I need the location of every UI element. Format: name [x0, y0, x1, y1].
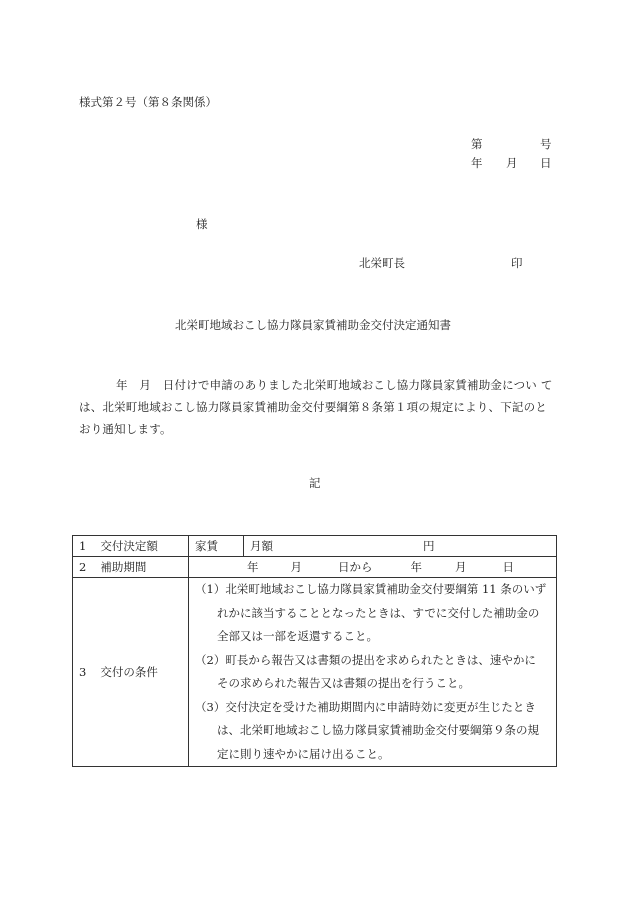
condition-3-cont: は、北栄町地域おこし協力隊員家賃補助金交付要綱第９条の規	[217, 723, 539, 737]
condition-1-cont: れかに該当することとなったときは、すでに交付した補助金の	[217, 605, 540, 620]
date-month: 月	[506, 156, 518, 170]
conditions-value-cell	[189, 578, 557, 767]
row-label: 交付決定額	[100, 539, 158, 553]
form-label: 様式第２号（第８条関係）	[79, 95, 217, 109]
date-day: 日	[540, 156, 552, 170]
condition-1-cont: 全部又は一部を返還すること。	[217, 629, 378, 643]
end-day: 日	[502, 560, 514, 574]
body-line-1: 年 月 日付けで申請のありました北栄町地域おこし協力隊員家賃補助金につい て	[116, 378, 553, 392]
row-label: 補助期間	[100, 560, 147, 574]
row-number: 1	[79, 539, 87, 553]
doc-number-prefix: 第	[471, 137, 483, 151]
end-year: 年	[410, 560, 422, 574]
conditions-label-cell	[73, 578, 189, 767]
start-day: 日から	[338, 560, 373, 574]
monthly-amount-cell	[244, 536, 557, 557]
condition-2	[195, 649, 556, 696]
body-paragraph	[79, 374, 555, 440]
monthly-label: 月額	[250, 539, 273, 553]
start-year: 年	[247, 560, 259, 574]
condition-3-cont: 定に則り速やかに届け出ること。	[217, 746, 390, 761]
row-number: 2	[79, 560, 87, 574]
body-line-3: おり通知します。	[79, 422, 172, 436]
addressee-sama: 様	[196, 217, 208, 231]
row-label: 交付の条件	[100, 665, 158, 679]
document-title: 北栄町地域おこし協力隊員家賃補助金交付決定通知書	[175, 318, 451, 332]
row-number: 3	[79, 665, 87, 679]
condition-1	[195, 578, 556, 649]
period-value-cell	[189, 557, 557, 578]
yen-unit: 円	[423, 539, 435, 553]
amount-label-cell	[73, 536, 189, 557]
period-label-cell	[73, 557, 189, 578]
rent-cell	[189, 536, 244, 557]
condition-1-head: （1）北栄町地域おこし協力隊員家賃補助金交付要綱第 11 条のいず	[195, 582, 547, 596]
doc-number-suffix: 号	[540, 137, 552, 151]
body-line-2: は、北栄町地域おこし協力隊員家賃補助金交付要綱第８条第１項の規定により、下記のと	[79, 400, 547, 414]
seal-mark: 印	[511, 256, 523, 270]
rent-label: 家賃	[195, 539, 218, 553]
condition-2-head: （2）町長から報告又は書類の提出を求められたときは、速やかに	[195, 652, 536, 667]
condition-3	[195, 696, 556, 767]
table-row-conditions	[73, 578, 557, 767]
table-row-period	[73, 557, 557, 578]
sender-title: 北栄町長	[359, 256, 405, 270]
condition-2-cont: その求められた報告又は書類の提出を行うこと。	[217, 676, 470, 690]
condition-3-head: （3）交付決定を受けた補助期間内に申請時効に変更が生じたとき	[195, 699, 536, 714]
table-row-amount	[73, 536, 557, 557]
date-year: 年	[471, 156, 483, 170]
details-table	[72, 535, 557, 767]
start-month: 月	[290, 560, 302, 574]
ki-heading: 記	[309, 476, 321, 490]
end-month: 月	[455, 560, 467, 574]
